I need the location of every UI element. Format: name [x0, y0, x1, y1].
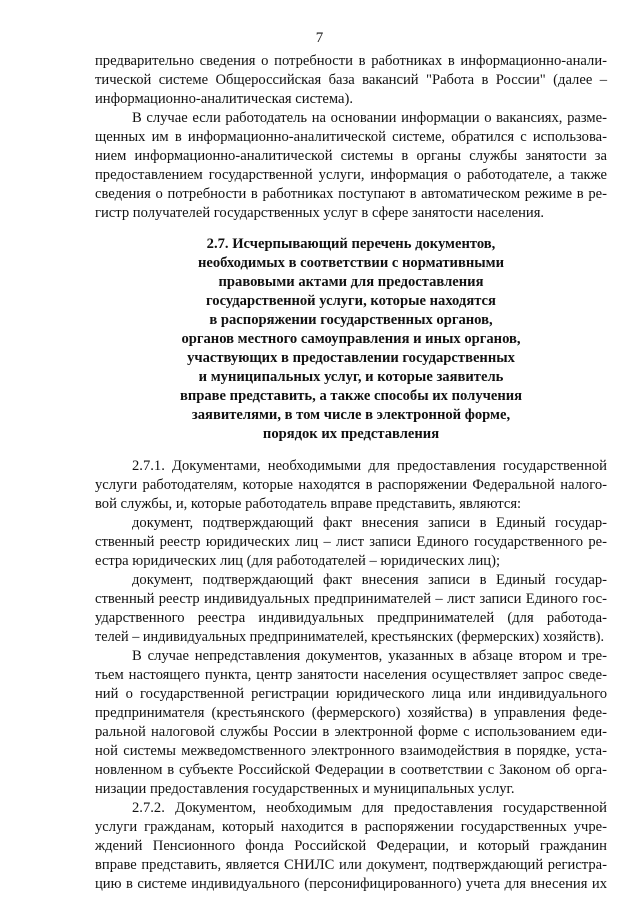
heading-line: необходимых в соответствии с нормативными [198, 255, 504, 271]
text-line: низации предоставления государственных и муниципальных услуг. [95, 781, 515, 797]
heading-line: вправе представить, а также способы их получения [179, 388, 523, 404]
heading-line: участвующих в предоставлении государственных [187, 350, 515, 366]
text-line: тической системе Общероссийская база вакансий "Работа в России" (далее – [95, 72, 607, 88]
text-line: 2.7.1. Документами, необходимыми для предоставления государственной [132, 458, 607, 474]
text-line: информационно-аналитическая система). [95, 91, 354, 107]
text-line: естра юридических лиц (для работодателей – юридических лиц); [95, 553, 500, 569]
text-line: сведения о потребности в работниках поступают в автоматическом режиме в ре- [95, 186, 607, 202]
heading-line: государственной услуги, которые находятся [206, 293, 496, 309]
text-line: предоставлением государственной услуги, информация о работодателе, а также [95, 167, 607, 183]
heading-line: порядок их представления [262, 426, 440, 442]
page-number: 7 [315, 30, 324, 46]
text-line: щенных им в информационно-аналитической системе, обратился с использова- [95, 129, 607, 145]
heading-line: заявителями, в том числе в электронной форме, [191, 407, 511, 423]
heading-line: органов местного самоуправления и иных органов, [181, 331, 521, 347]
text-line: В случае непредставления документов, указанных в абзаце втором и тре- [132, 648, 607, 664]
text-line: ральной налоговой службы России в электронной форме с использованием еди- [95, 724, 607, 740]
text-line: предварительно сведения о потребности в работниках в информационно-анали- [95, 53, 607, 69]
text-line: ждений Пенсионного фонда Российской Федерации, и который гражданин [95, 838, 607, 854]
text-line: цию в системе индивидуального (персонифицированного) учета для внесения их [95, 876, 607, 892]
text-line: нием информационно-аналитической системы в органы службы занятости за [95, 148, 607, 164]
text-line: документ, подтверждающий факт внесения записи в Единый государ- [132, 515, 607, 531]
text-line: гистр получателей государственных услуг в сфере занятости населения. [95, 205, 545, 221]
text-line: В случае если работодатель на основании информации о вакансиях, разме- [132, 110, 607, 126]
text-line: документ, подтверждающий факт внесения записи в Единый государ- [132, 572, 607, 588]
heading-line: 2.7. Исчерпывающий перечень документов, [206, 236, 496, 252]
text-line: новленном в субъекте Российской Федерации в соответствии с Законом об орга- [95, 762, 607, 778]
text-line: ударственного реестра индивидуальных предпринимателей (для работода- [95, 610, 607, 626]
text-line: телей – индивидуальных предпринимателей, крестьянских (фермерских) хозяйств). [95, 629, 605, 645]
text-line: услуги работодателям, которые находятся в распоряжении Федеральной налого- [95, 477, 607, 493]
text-line: тьем настоящего пункта, центр занятости населения осуществляет запрос сведе- [95, 667, 607, 683]
text-line: ственный реестр юридических лиц – лист записи Единого государственного ре- [95, 534, 607, 550]
heading-line: правовыми актами для предоставления [218, 274, 484, 290]
text-line: ной системы межведомственного электронного взаимодействия в порядке, уста- [95, 743, 607, 759]
text-line: вой службы, и, которые работодатель вправе представить, являются: [95, 496, 522, 512]
text-line: услуги гражданам, который находится в распоряжении государственных учре- [95, 819, 607, 835]
text-line: вправе представить, является СНИЛС или документ, подтверждающий регистра- [95, 857, 607, 873]
heading-line: и муниципальных услуг, и которые заявитель [198, 369, 504, 385]
heading-line: в распоряжении государственных органов, [209, 312, 493, 328]
text-line: 2.7.2. Документом, необходимым для предоставления государственной [132, 800, 607, 816]
text-line: ний о государственной регистрации юридического лица или индивидуального [95, 686, 607, 702]
text-line: предпринимателя (крестьянского (фермерского) хозяйства) в управления феде- [95, 705, 607, 721]
text-line: ственный реестр индивидуальных предпринимателей – лист записи Единого гос- [95, 591, 607, 607]
